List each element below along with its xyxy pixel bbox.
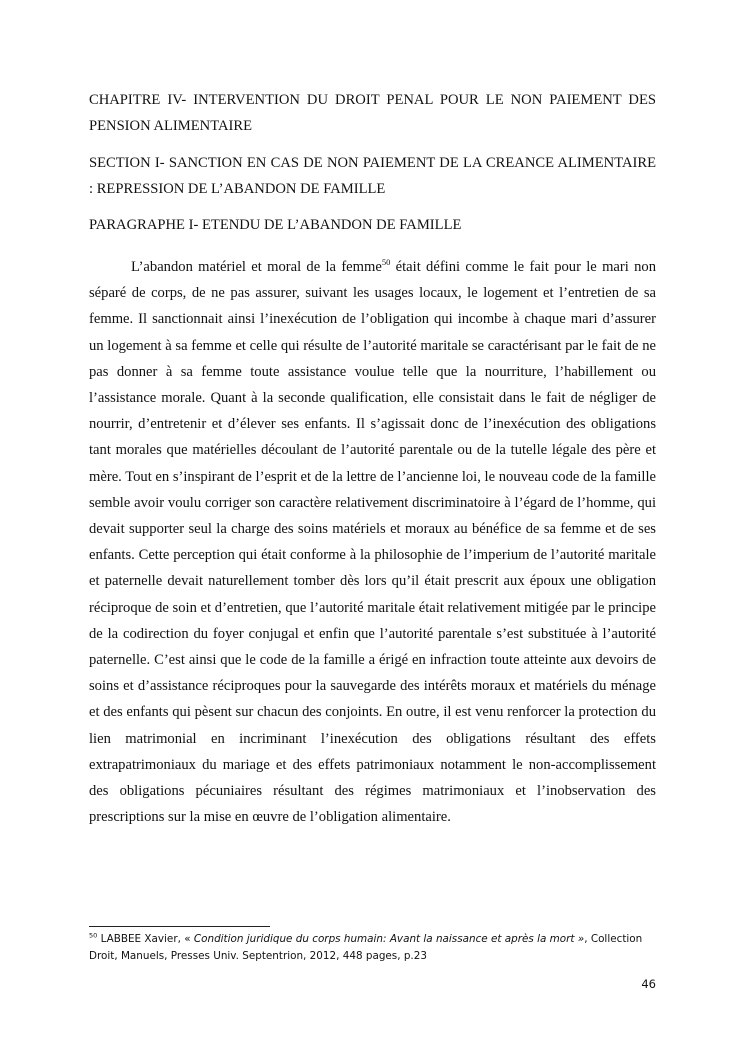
- body-text-rest: était défini comme le fait pour le mari non séparé de corps, de ne pas assurer, suivant les usages locaux, le logement et l’entretien de sa femme. Il sanctionnait ainsi l’inexécution de l’obligation qui incombe à chaque mari d’assurer un logement à sa femme et celle qui résulte de l’autorité maritale se caractérisant par le fait de ne pas donner à sa femme toute assistance voulue telle que la nourriture, l’habillement ou l’assistance morale. Quant à la seconde qualification, elle consistait dans le fait de négliger de nourrir, d’entretenir et d’élever ses enfants. Il s’agissait donc de l’inexécution des obligations tant morales que matérielles découlant de l’autorité parentale ou de la tutelle légale des père et mère. Tout en s’inspirant de l’esprit et de la lettre de l’ancienne loi, le nouveau code de la famille semble avoir voulu corriger son caractère relativement discriminatoire à l’égard de l’homme, qui devait supporter seul la charge des soins matériels et moraux au bénéfice de sa femme et de ses enfants. Cette perception qui était conforme à la philosophie de l’imperium de l’autorité maritale et paternelle devait naturellement tomber dès lors qu’il était prescrit aux époux une obligation réciproque de soin et d’entretien, que l’autorité maritale était relativement mitigée par le principe de la codirection du foyer conjugal et enfin que l’autorité parentale s’est substituée à l’autorité paternelle. C’est ainsi que le code de la famille a érigé en infraction toute atteinte aux devoirs de soins et d’assistance réciproques pour la sauvegarde des intérêts moraux et matériels du ménage et des enfants qui pèsent sur chacun des conjoints. En outre, il est venu renforcer la protection du lien matrimonial en incriminant l’inexécution des obligations résultant des effets extrapatrimoniaux du mariage et des effets patrimoniaux notamment le non-accomplissement des obligations pécuniaires résultant des régimes matrimoniaux et l’inobservation des prescriptions sur la mise en œuvre de l’obligation alimentaire.: [89, 259, 656, 826]
- footnote-number: 50: [89, 931, 98, 940]
- paragraph-title: PARAGRAPHE I- ETENDU DE L’ABANDON DE FAMILLE: [89, 217, 462, 233]
- body-paragraph: [89, 254, 656, 830]
- footnote-separator: [89, 926, 270, 927]
- footnote-publication: , Collection Droit, Manuels, Presses Univ. Septentrion, 2012, 448 pages, p.23: [89, 933, 643, 962]
- body-text-start: L’abandon matériel et moral de la femme: [131, 259, 382, 275]
- footnote: [89, 931, 656, 964]
- footnote-reference[interactable]: 50: [381, 257, 391, 268]
- chapter-title: CHAPITRE IV- INTERVENTION DU DROIT PENAL POUR LE NON PAIEMENT DES PENSION ALIMENTAIRE: [89, 92, 656, 134]
- page-number: 46: [641, 977, 656, 991]
- footnote-book-title: Condition juridique du corps humain: Avant la naissance et après la mort »: [193, 933, 585, 945]
- section-title: SECTION I- SANCTION EN CAS DE NON PAIEMENT DE LA CREANCE ALIMENTAIRE : REPRESSION DE L’ABANDON DE FAMILLE: [89, 155, 656, 197]
- footnote-author: LABBEE Xavier, «: [97, 933, 194, 945]
